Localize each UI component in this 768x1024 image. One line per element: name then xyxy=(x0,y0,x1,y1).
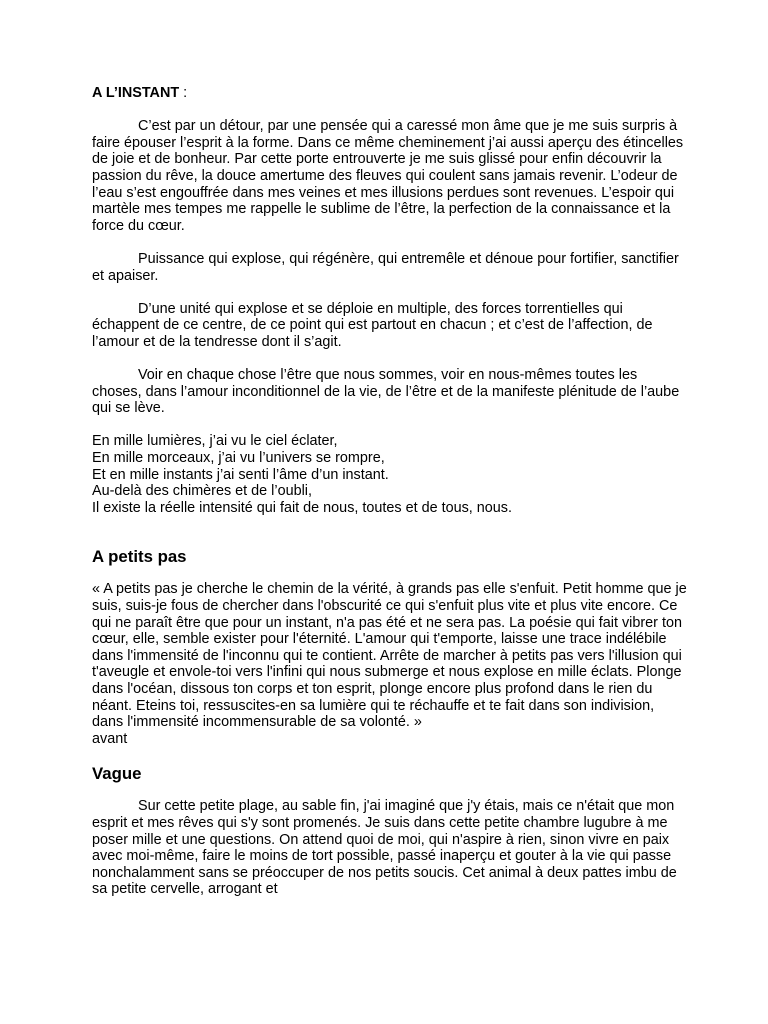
trailing-word: avant xyxy=(92,730,128,747)
section-title: A L’INSTANT xyxy=(92,85,180,101)
poem-line: Il existe la réelle intensité qui fait de nous, toutes et de tous, nous. xyxy=(92,499,512,516)
paragraph: Voir en chaque chose l’être que nous sommes, voir en nous-mêmes toutes les choses, dans l’amour inconditionnel de la vie, de l’être et de la manifeste plénitude de l’aube qui se lève. xyxy=(92,367,680,417)
section-title-suffix: : xyxy=(179,85,188,101)
poem xyxy=(92,433,688,516)
poem-line: En mille lumières, j’ai vu le ciel éclater, xyxy=(92,433,338,450)
poem-line: Et en mille instants j’ai senti l’âme d’un instant. xyxy=(92,466,389,483)
section-title-line xyxy=(92,85,688,102)
paragraph: D’une unité qui explose et se déploie en multiple, des forces torrentielles qui échappent de ce centre, de ce point qui est partout en chacun ; et c’est de l’affection, de l’amour et de la tendresse dont il s’agit. xyxy=(92,300,653,350)
poem-line: En mille morceaux, j’ai vu l’univers se rompre, xyxy=(92,450,385,467)
paragraph: C’est par un détour, par une pensée qui a caressé mon âme que je me suis surpris à faire épouser l’esprit à la forme. Dans ce même cheminement j’ai aussi aperçu des étincelles de joie et de bonheur. Par cette porte entrouverte je me suis glissé pour enfin découvrir la passion du rêve, la douce amertume des fleuves qui coulent sans jamais revenir. L’odeur de l’eau s’est engouffrée dans mes veines et mes illusions perdues sont revenues. L’espoir qui martèle mes tempes me rappelle le sublime de l’être, la perfection de la connaissance et la force du cœur. xyxy=(92,118,684,234)
section-heading: Vague xyxy=(92,764,142,784)
section-heading: A petits pas xyxy=(92,547,187,567)
paragraph: Puissance qui explose, qui régénère, qui entremêle et dénoue pour fortifier, sanctifier et apaiser. xyxy=(92,250,679,284)
quote-paragraph: « A petits pas je cherche le chemin de la vérité, à grands pas elle s'enfuit. Petit homme que je suis, suis-je fous de chercher dans l'obscurité ce qui s'enfuit plus vite et plus vite encore. Ce qui ne paraît être que pour un instant, n'a pas été et ne sera pas. La poésie qui fait vibrer ton cœur, elle, semble exister pour l'éternité. L'amour qui t'emporte, laisse une trace indélébile dans l'immensité de l'inconnu qui te contient. Arrête de marcher à petits pas vers l'illusion qui t'aveugle et envole-toi vers l'infini qui nous submerge et nous explose en mille éclats. Plonge dans l'océan, dissous ton corps et ton esprit, plonge encore plus profond dans le rien du néant. Eteins toi, ressuscites-en sa lumière qui te réchauffe et te fait dans son indivision, dans l'immensité incommensurable de sa volonté. » xyxy=(92,581,687,731)
paragraph: Sur cette petite plage, au sable fin, j'ai imaginé que j'y étais, mais ce n'était que mon esprit et mes rêves qui s'y sont promenés. Je suis dans cette petite chambre lugubre à me poser mille et une questions. On attend quoi de moi, qui n'aspire à rien, sinon vivre en paix avec moi-même, faire le moins de tort possible, passé inaperçu et gouter à la vie qui passe nonchalamment sans se préoccuper de nos petits soucis. Cet animal à deux pattes imbu de sa petite cervelle, arrogant et xyxy=(92,798,677,898)
poem-line: Au-delà des chimères et de l’oubli, xyxy=(92,483,312,500)
